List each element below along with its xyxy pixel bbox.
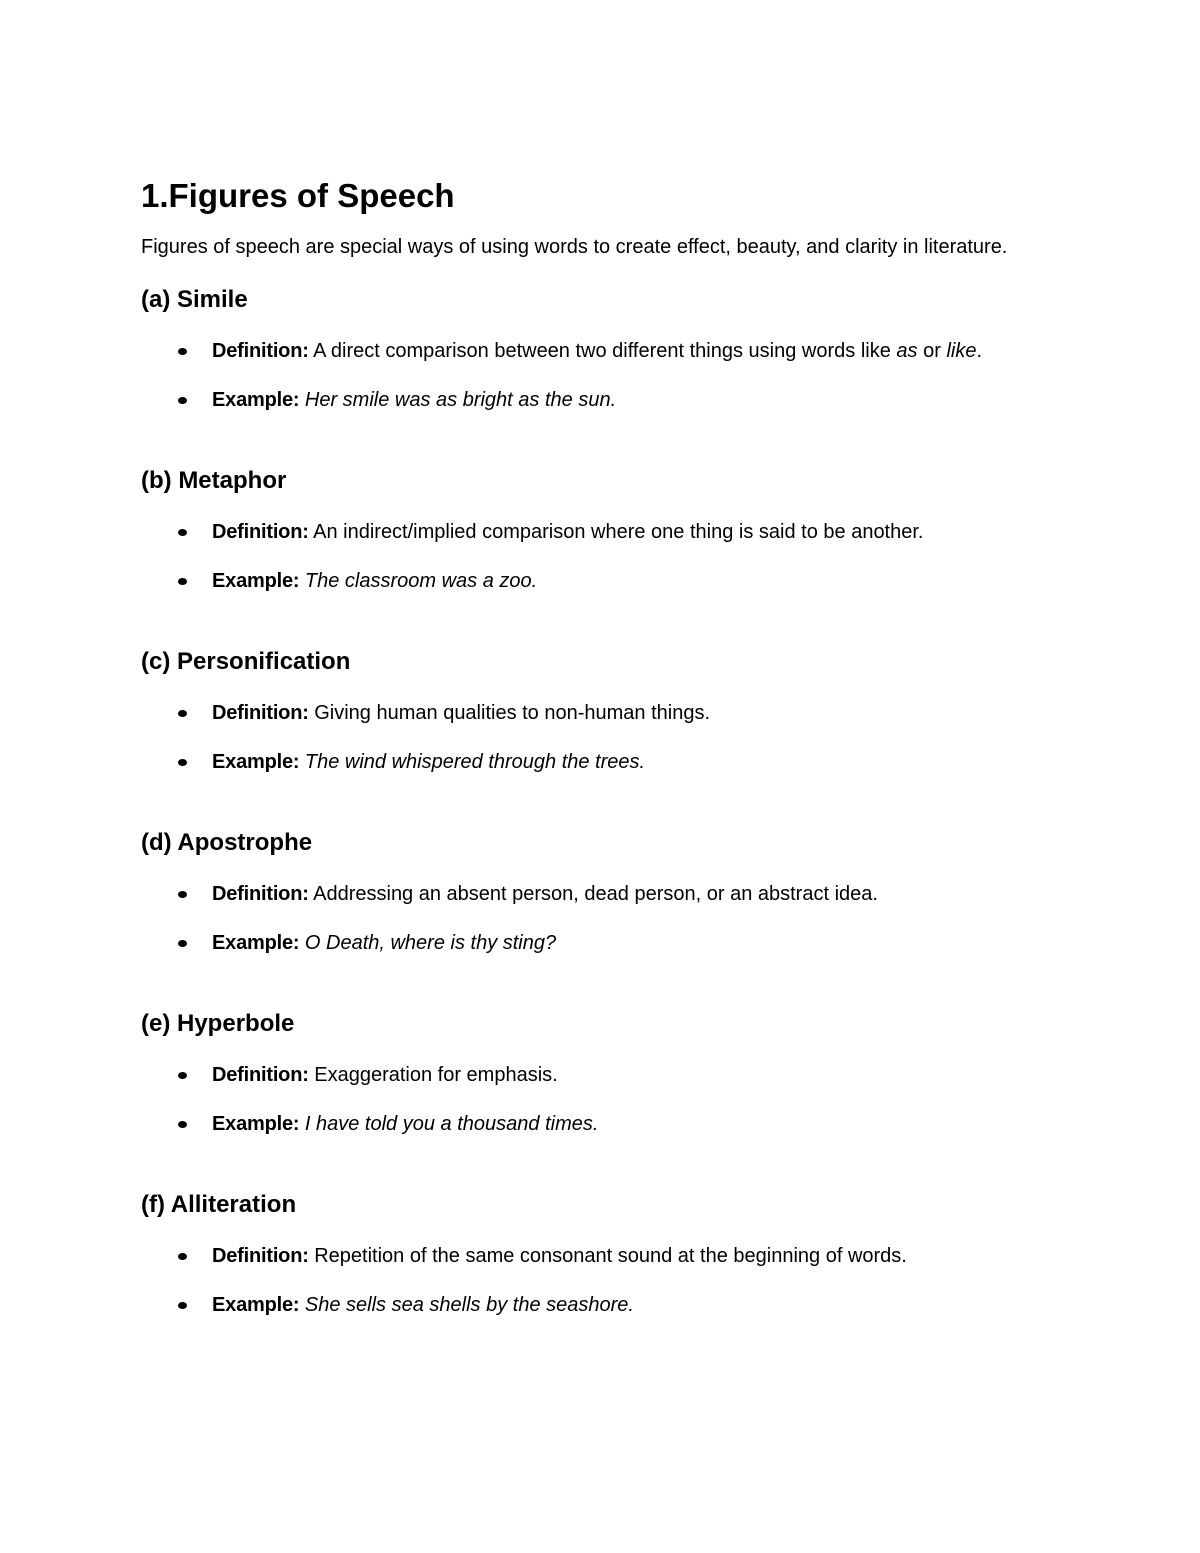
definition-item <box>141 1063 1080 1088</box>
example-label: Example: <box>212 570 300 592</box>
section-heading: (d) Apostrophe <box>141 829 313 856</box>
definition-text-part: A direct comparison between two different things using words like <box>313 340 897 362</box>
definition-item <box>141 882 1080 907</box>
section-hyperbole <box>141 1010 1080 1137</box>
example-item <box>141 750 1080 775</box>
section-list <box>141 882 1080 956</box>
definition-text: Addressing an absent person, dead person, or an abstract idea. <box>313 883 878 905</box>
section-list <box>141 1063 1080 1137</box>
bullet-icon <box>178 348 187 355</box>
section-metaphor <box>141 467 1080 594</box>
definition-text-part: . <box>976 340 983 362</box>
section-heading: (a) Simile <box>141 286 248 313</box>
bullet-icon <box>178 529 187 536</box>
example-label: Example: <box>212 932 300 954</box>
example-text: She sells sea shells by the seashore. <box>304 1294 634 1316</box>
example-text: I have told you a thousand times. <box>304 1113 599 1135</box>
definition-label: Definition: <box>212 883 309 905</box>
definition-text: Giving human qualities to non-human things. <box>314 702 711 724</box>
bullet-icon <box>178 1072 187 1079</box>
definition-label: Definition: <box>212 340 309 362</box>
definition-text: Repetition of the same consonant sound at the beginning of words. <box>314 1245 907 1267</box>
definition-text: Exaggeration for emphasis. <box>314 1064 558 1086</box>
definition-item <box>141 339 1080 364</box>
example-item <box>141 1293 1080 1318</box>
bullet-icon <box>178 940 187 947</box>
definition-text: An indirect/implied comparison where one thing is said to be another. <box>313 521 924 543</box>
page-title: 1.Figures of Speech <box>141 177 455 214</box>
section-heading: (b) Metaphor <box>141 467 287 494</box>
example-text: Her smile was as bright as the sun. <box>304 389 617 411</box>
example-label: Example: <box>212 751 300 773</box>
definition-label: Definition: <box>212 1064 309 1086</box>
example-label: Example: <box>212 1113 300 1135</box>
example-item <box>141 1112 1080 1137</box>
example-text: O Death, where is thy sting? <box>304 932 557 954</box>
definition-emphasis: as <box>896 340 918 362</box>
definition-label: Definition: <box>212 1245 309 1267</box>
definition-text <box>313 340 982 362</box>
section-heading: (c) Personification <box>141 648 351 675</box>
definition-item <box>141 701 1080 726</box>
example-item <box>141 931 1080 956</box>
definition-item <box>141 1244 1080 1269</box>
example-item <box>141 569 1080 594</box>
definition-item <box>141 520 1080 545</box>
bullet-icon <box>178 1253 187 1260</box>
bullet-icon <box>178 759 187 766</box>
section-heading: (e) Hyperbole <box>141 1010 295 1037</box>
example-label: Example: <box>212 389 300 411</box>
section-alliteration <box>141 1191 1080 1318</box>
definition-emphasis: like <box>946 340 977 362</box>
section-list <box>141 520 1080 594</box>
section-list <box>141 339 1080 413</box>
definition-label: Definition: <box>212 702 309 724</box>
bullet-icon <box>178 710 187 717</box>
example-label: Example: <box>212 1294 300 1316</box>
section-simile <box>141 286 1080 413</box>
bullet-icon <box>178 1121 187 1128</box>
example-text: The wind whispered through the trees. <box>304 751 646 773</box>
example-item <box>141 388 1080 413</box>
bullet-icon <box>178 1302 187 1309</box>
section-list <box>141 701 1080 775</box>
bullet-icon <box>178 578 187 585</box>
definition-label: Definition: <box>212 521 309 543</box>
definition-text-part: or <box>917 340 947 362</box>
example-text: The classroom was a zoo. <box>304 570 538 592</box>
section-list <box>141 1244 1080 1318</box>
bullet-icon <box>178 891 187 898</box>
section-apostrophe <box>141 829 1080 956</box>
intro-paragraph: Figures of speech are special ways of using words to create effect, beauty, and clarity in literature. <box>141 236 1008 258</box>
section-personification <box>141 648 1080 775</box>
section-heading: (f) Alliteration <box>141 1191 297 1218</box>
bullet-icon <box>178 397 187 404</box>
